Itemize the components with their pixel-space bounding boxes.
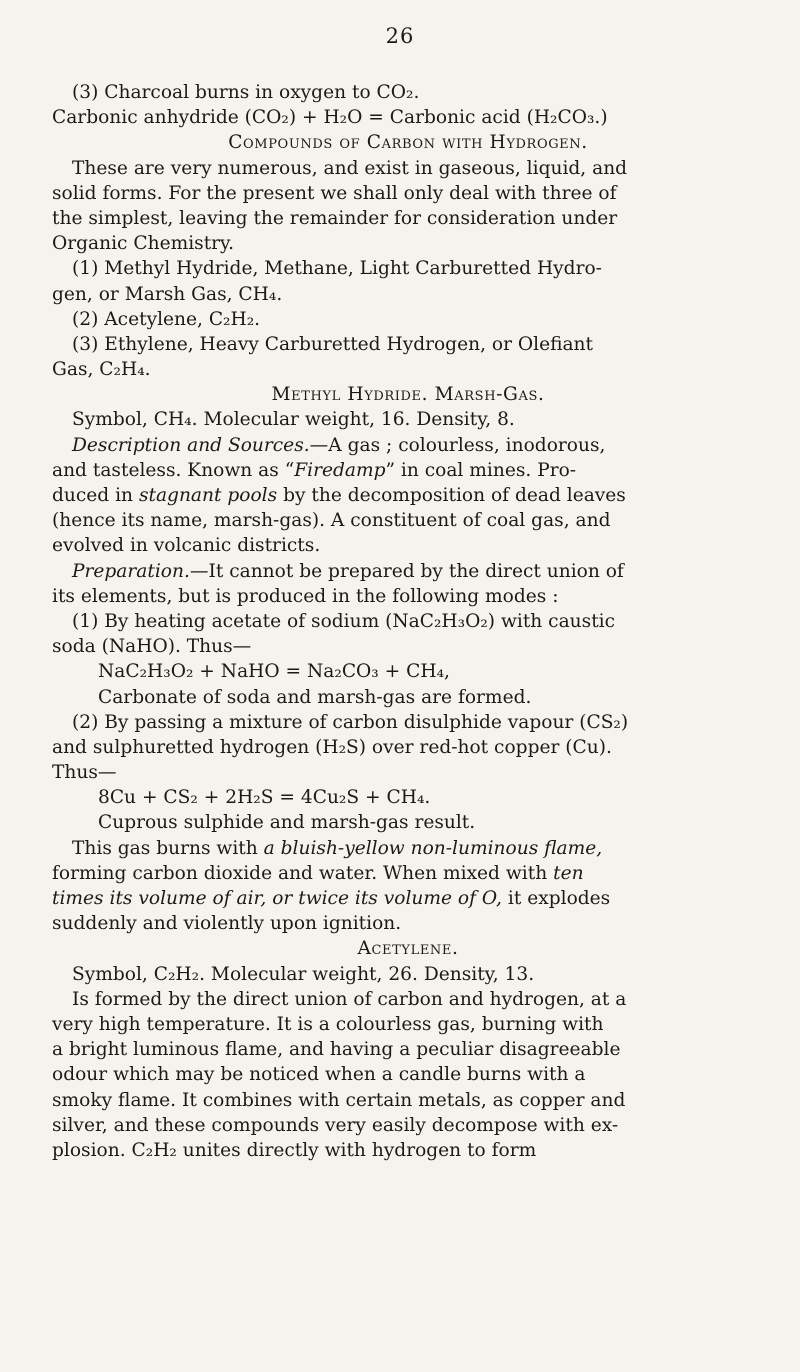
text-line: odour which may be noticed when a candle burns with a xyxy=(52,1064,586,1086)
text-line: smoky flame. It combines with certain metals, as copper and xyxy=(52,1089,626,1111)
page-body xyxy=(52,80,764,1163)
text-line: Gas, C₂H₄. xyxy=(52,359,151,381)
text-line: Carbonic anhydride (CO₂) + H₂O = Carbonic acid (H₂CO₃.) xyxy=(52,107,608,129)
section-heading: Acetylene. xyxy=(357,938,459,960)
text-line: These are very numerous, and exist in gaseous, liquid, and xyxy=(72,157,628,179)
text-line: times its volume of air, or twice its volume of O, it explodes xyxy=(52,888,611,909)
text-line: duced in stagnant pools by the decomposition of dead leaves xyxy=(52,485,626,506)
text-line: (2) By passing a mixture of carbon disulphide vapour (CS₂) xyxy=(72,711,629,733)
text-line: very high temperature. It is a colourless gas, burning with xyxy=(52,1013,604,1035)
text-line: silver, and these compounds very easily decompose with ex- xyxy=(52,1114,619,1136)
text-line: (3) Charcoal burns in oxygen to CO₂. xyxy=(72,82,420,103)
equation: 8Cu + CS₂ + 2H₂S = 4Cu₂S + CH₄. xyxy=(98,787,431,809)
text-line: Organic Chemistry. xyxy=(52,233,234,255)
text-line: Thus— xyxy=(52,762,117,784)
text-line: forming carbon dioxide and water. When mixed with ten xyxy=(52,862,584,884)
text-line: the simplest, leaving the remainder for consideration under xyxy=(52,207,618,229)
text-line: (1) Methyl Hydride, Methane, Light Carburetted Hydro- xyxy=(72,258,602,280)
text-line: and tasteless. Known as “Firedamp” in coal mines. Pro- xyxy=(52,459,577,481)
section-heading: Compounds of Carbon with Hydrogen. xyxy=(228,132,588,154)
text-line: (2) Acetylene, C₂H₂. xyxy=(72,308,261,330)
text-line: and sulphuretted hydrogen (H₂S) over red-hot copper (Cu). xyxy=(52,736,612,758)
text-line: solid forms. For the present we shall only deal with three of xyxy=(52,182,617,204)
text-line: evolved in volcanic districts. xyxy=(52,535,321,557)
text-line: a bright luminous flame, and having a peculiar disagreeable xyxy=(52,1039,621,1061)
text-line: (3) Ethylene, Heavy Carburetted Hydrogen, or Olefiant xyxy=(72,333,594,355)
text-line: Cuprous sulphide and marsh-gas result. xyxy=(98,812,476,834)
text-line: its elements, but is produced in the following modes : xyxy=(52,585,559,607)
page-number: 26 xyxy=(385,24,415,48)
text-line: Symbol, CH₄. Molecular weight, 16. Density, 8. xyxy=(72,409,515,431)
text-line: plosion. C₂H₂ unites directly with hydrogen to form xyxy=(52,1139,537,1161)
text-line: suddenly and violently upon ignition. xyxy=(52,913,402,935)
text-line: (hence its name, marsh-gas). A constituent of coal gas, and xyxy=(52,510,611,532)
text-line: soda (NaHO). Thus— xyxy=(52,636,252,658)
text-line: Is formed by the direct union of carbon and hydrogen, at a xyxy=(72,988,627,1010)
text-line: Preparation.—It cannot be prepared by the direct union of xyxy=(72,560,624,582)
text-line: Symbol, C₂H₂. Molecular weight, 26. Density, 13. xyxy=(72,963,535,985)
text-line: Carbonate of soda and marsh-gas are formed. xyxy=(98,686,532,708)
section-heading: Methyl Hydride. Marsh-Gas. xyxy=(271,384,545,406)
text-line: This gas burns with a bluish-yellow non-luminous flame, xyxy=(72,837,603,859)
text-line: gen, or Marsh Gas, CH₄. xyxy=(52,283,283,305)
text-line: (1) By heating acetate of sodium (NaC₂H₃O₂) with caustic xyxy=(72,610,616,632)
equation: NaC₂H₃O₂ + NaHO = Na₂CO₃ + CH₄, xyxy=(98,661,450,683)
text-line: Description and Sources.—A gas ; colourless, inodorous, xyxy=(72,434,606,456)
